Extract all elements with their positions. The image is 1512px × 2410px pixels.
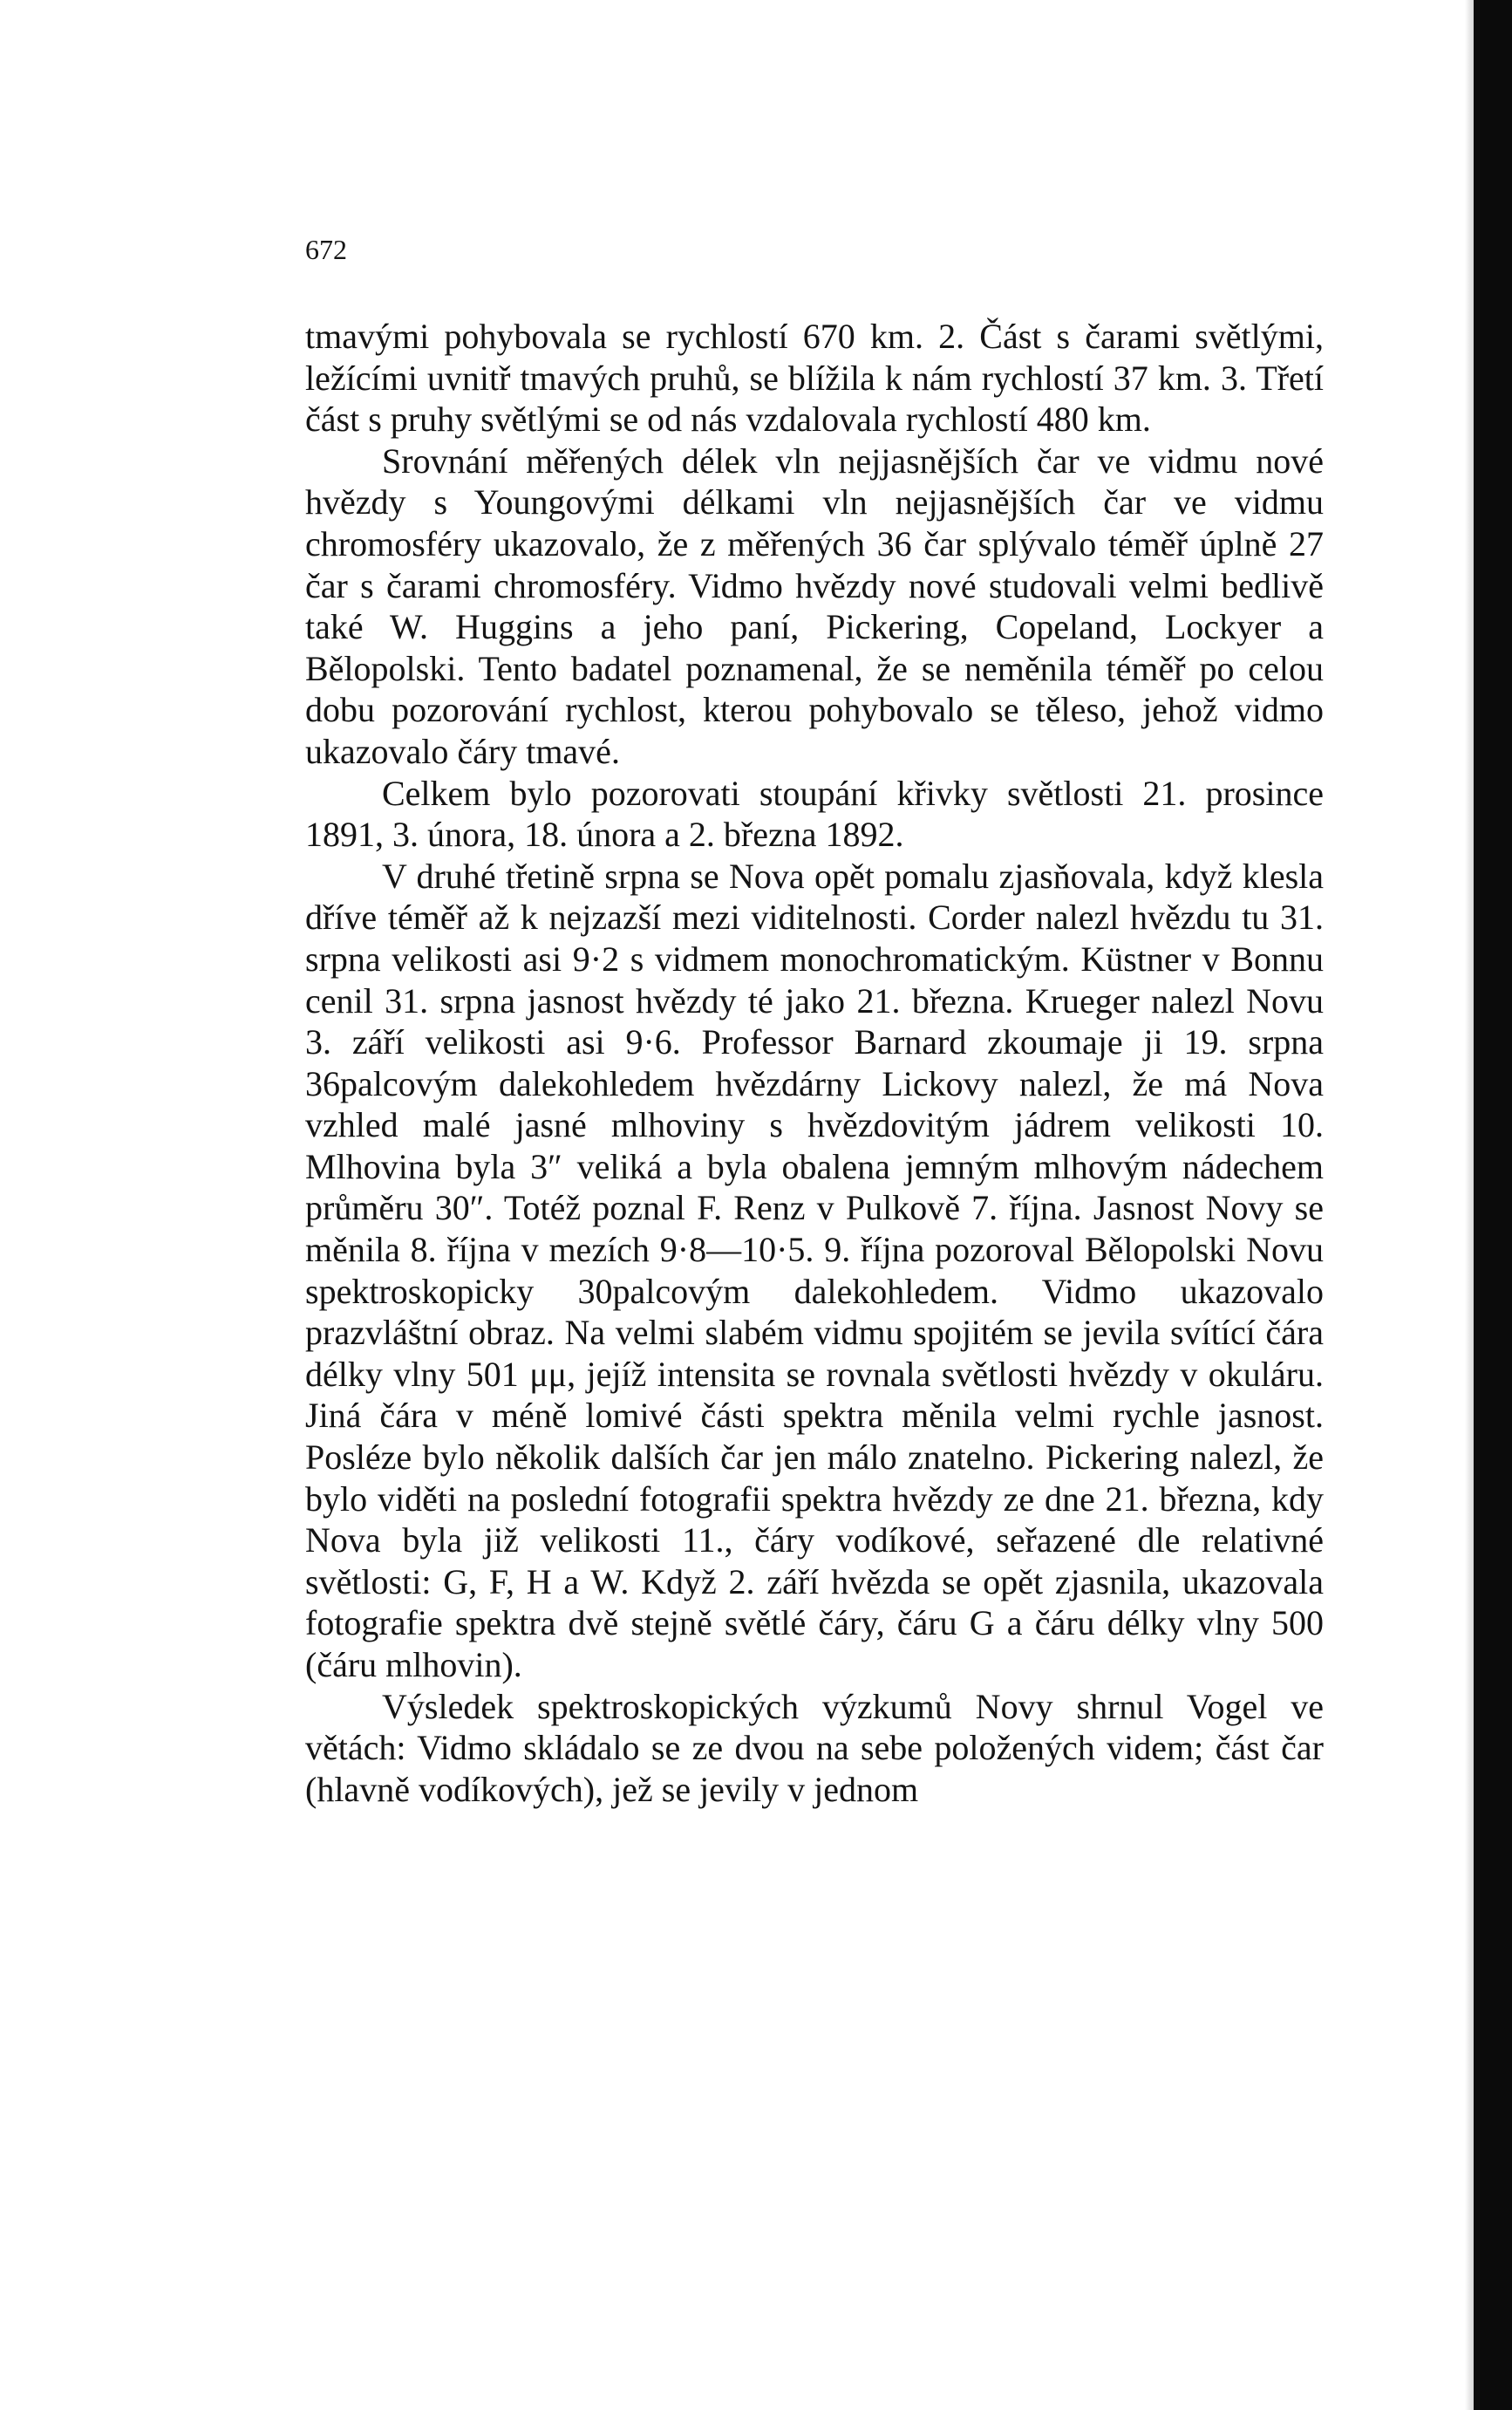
paragraph-1: tmavými pohybovala se rychlostí 670 km. 2. Část s čarami světlými, ležícími uvnitř tmavých pruhů, se blížila k nám rychlostí 37 km. 3. Třetí část s pruhy světlými se od nás vzdalovala rychlostí 480 km. [305, 317, 1324, 440]
body-text [305, 316, 1324, 1810]
paragraph-5: Výsledek spektroskopických výzkumů Novy shrnul Vogel ve větách: Vidmo skládalo se ze dvou na sebe položených videm; část čar (hlavně vodíkových), jež se jevily v jednom [305, 1686, 1324, 1809]
paragraph-3: Celkem bylo pozorovati stoupání křivky světlosti 21. prosince 1891, 3. února, 18. února a 2. března 1892. [305, 773, 1324, 855]
scan-border [1474, 0, 1512, 2410]
paragraph-4: V druhé třetině srpna se Nova opět pomalu zjasňovala, když klesla dříve téměř až k nejzazší mezi viditelnosti. Corder nalezl hvězdu tu 31. srpna velikosti asi 9·2 s vidmem monochromatickým. Küstner v Bonnu cenil 31. srpna jasnost hvězdy té jako 21. března. Krueger nalezl Novu 3. září velikosti asi 9·6. Professor Barnard zkoumaje ji 19. srpna 36palcovým dalekohledem hvězdárny Lickovy nalezl, že má Nova vzhled malé jasné mlhoviny s hvězdovitým jádrem velikosti 10. Mlhovina byla 3″ veliká a byla obalena jemným mlhovým nádechem průměru 30″. Totéž poznal F. Renz v Pulkově 7. října. Jasnost Novy se měnila 8. října v mezích 9·8—10·5. 9. října pozoroval Bělopolski Novu spektroskopicky 30palcovým dalekohledem. Vidmo ukazovalo prazvláštní obraz. Na velmi slabém vidmu spojitém se jevila svítící čára délky vlny 501 μμ, jejíž intensita se rovnala světlosti hvězdy v okuláru. Jiná čára v méně lomivé části spektra měnila velmi rychle jasnost. Posléze bylo několik dalších čar jen málo znatelno. Pickering nalezl, že bylo viděti na poslední fotografii spektra hvězdy ze dne 21. března, kdy Nova byla již velikosti 11., čáry vodíkové, seřazené dle relativné světlosti: G, F, H a W. Když 2. září hvězda se opět zjasnila, ukazovala fotografie spektra dvě stejně světlé čáry, čáru G a čáru délky vlny 500 (čáru mlhovin). [305, 856, 1324, 1684]
paragraph-2: Srovnání měřených délek vln nejjasnějších čar ve vidmu nové hvězdy s Youngovými délkami vln nejjasnějších čar ve vidmu chromosféry ukazovalo, že z měřených 36 čar splývalo téměř úplně 27 čar s čarami chromosféry. Vidmo hvězdy nové studovali velmi bedlivě také W. Huggins a jeho paní, Pickering, Copeland, Lockyer a Bělopolski. Tento badatel poznamenal, že se neměnila téměř po celou dobu pozorování rychlost, kterou pohybovalo se těleso, jehož vidmo ukazovalo čáry tmavé. [305, 440, 1324, 771]
page-number: 672 [305, 234, 347, 265]
page-edge-shadow [1465, 0, 1474, 2410]
